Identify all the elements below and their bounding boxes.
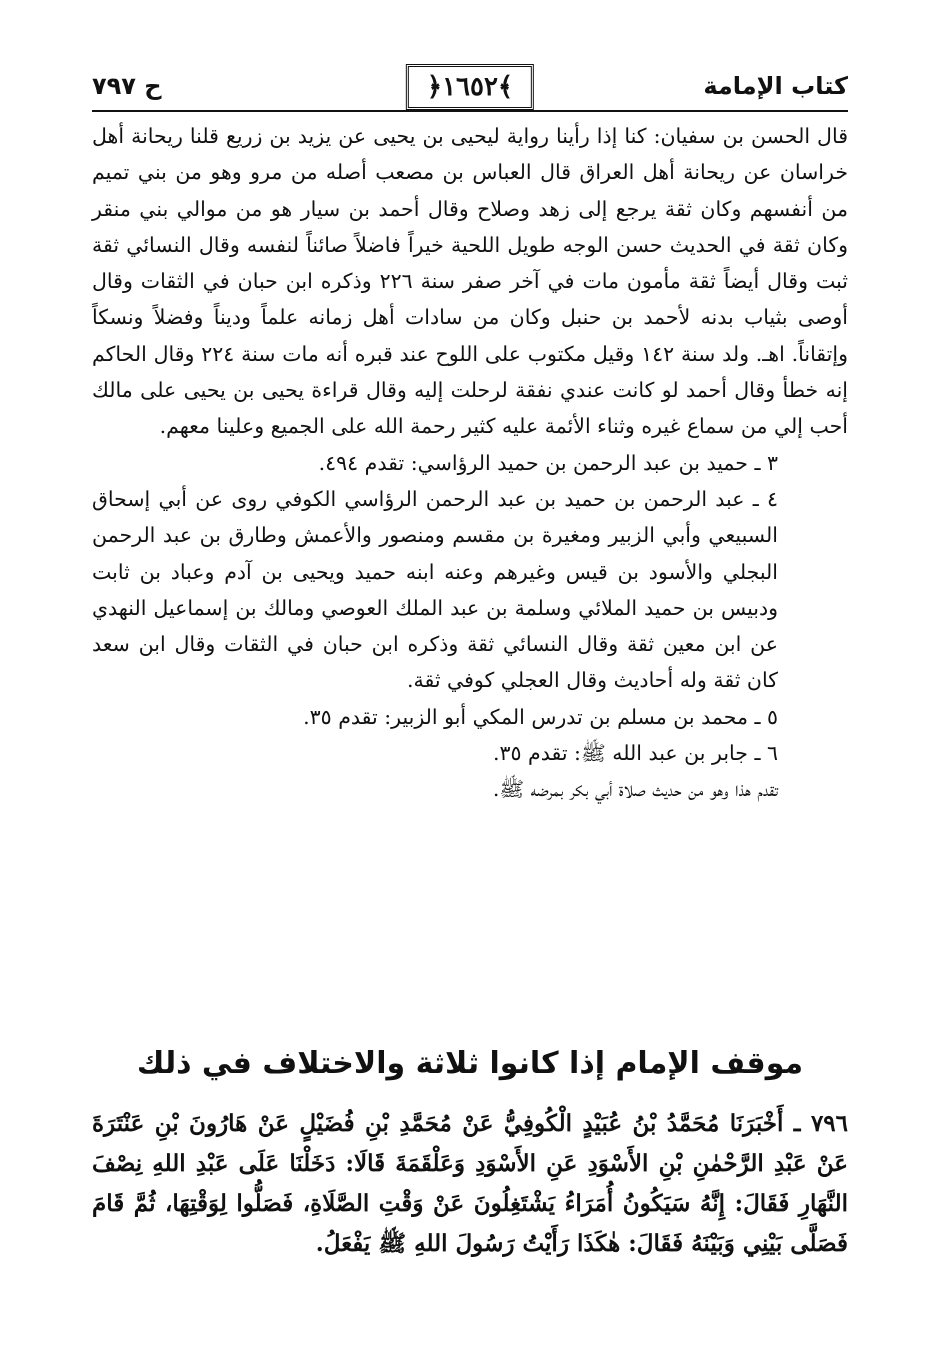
hadith-range: ح ٧٩٧	[92, 72, 162, 100]
narrator-item-4: ٤ ـ عبد الرحمن بن حميد بن عبد الرحمن الرؤاسي الكوفي روى عن أبي إسحاق السبيعي وأبي الزبير ومغيرة بن مقسم ومنصور والأعمش وطارق بن عبد الرحمن البجلي والأسود بن قيس وغيرهم وعنه ابنه حميد ويحيى بن آدم وعباد بن ثابت ودبيس بن حميد الملائي وسلمة بن عبد الملك العوصي ومالك بن إسماعيل النهدي عن ابن معين ثقة وقال النسائي ثقة وذكره ابن حبان في الثقات وقال ابن سعد كان ثقة وله أحاديث وقال العجلي كوفي ثقة.	[92, 486, 778, 693]
page-header	[92, 62, 848, 112]
narrator-item-3: ٣ ـ حميد بن عبد الرحمن بن حميد الرؤاسي: تقدم ٤٩٤.	[318, 450, 778, 475]
commentary-note: تقدم هذا وهو من حديث صلاة أبي بكر بمرضه ﷺ.	[492, 777, 778, 802]
commentary-paragraph: قال الحسن بن سفيان: كنا إذا رأينا رواية ليحيى بن يحيى عن يزيد بن زريع قلنا ريحانة أهل خراسان عن ريحانة أهل العراق قال العباس بن مصعب أصله من مرو وهو من بني تميم من أنفسهم وكان ثقة يرجع إلى زهد وصلاح وقال أحمد بن سيار هو من موالي بني منقر وكان ثقة في الحديث حسن الوجه طويل اللحية خيراً فاضلاً صائناً لنفسه وقال النسائي ثقة ثبت وقال أيضاً ثقة مأمون مات في آخر صفر سنة ٢٢٦ وذكره ابن حبان في الثقات وقال أوصى بثياب بدنه لأحمد بن حنبل وكان من سادات أهل زمانه علماً وديناً وفضلاً ونسكاً وإتقاناً. اهـ. ولد سنة ١٤٢ وقيل مكتوب على اللوح عند قبره أنه مات سنة ٢٢٤ وقال الحاكم إنه خطأ وقال أحمد لو كانت عندي نفقة لرحلت إليه وقال قراءة يحيى بن يحيى على مالك أحب إلي من سماع غيره وثناء الأئمة عليه كثير رحمة الله على الجميع وعلينا معهم.	[92, 124, 848, 439]
chapter-title: كتاب الإمامة	[703, 72, 848, 100]
hadith-text	[92, 1104, 848, 1264]
narrator-item-6: ٦ ـ جابر بن عبد الله ﷺ: تقدم ٣٥.	[492, 741, 778, 766]
narrator-item-5: ٥ ـ محمد بن مسلم بن تدرس المكي أبو الزبير: تقدم ٣٥.	[303, 704, 778, 729]
chapter-heading: موقف الإمام إذا كانوا ثلاثة والاختلاف في ذلك	[136, 1046, 804, 1081]
page-number: ﴾١٦٥٢﴿	[406, 64, 534, 110]
hadith-796: ٧٩٦ ـ أَخْبَرَنَا مُحَمَّدُ بْنُ عُبَيْدٍ الْكُوفِيُّ عَنْ مُحَمَّدِ بْنِ فُضَيْلٍ عَنْ هَارُونَ بْنِ عَنْتَرَةَ عَنْ عَبْدِ الرَّحْمٰنِ بْنِ الأَسْوَدِ عَنِ الأَسْوَدِ وَعَلْقَمَةَ قَالَا: دَخَلْنَا عَلَى عَبْدِ اللهِ نِصْفَ النَّهَارِ فَقَالَ: إِنَّهُ سَيَكُونُ أُمَرَاءُ يَشْتَغِلُونَ عَنْ وَقْتِ الصَّلَاةِ، فَصَلُّوا لِوَقْتِهَا، ثُمَّ قَامَ فَصَلَّى بَيْنِي وَبَيْنَهُ فَقَالَ: هٰكَذَا رَأَيْتُ رَسُولَ اللهِ ﷺ يَفْعَلُ.	[92, 1110, 848, 1257]
commentary	[92, 118, 848, 808]
